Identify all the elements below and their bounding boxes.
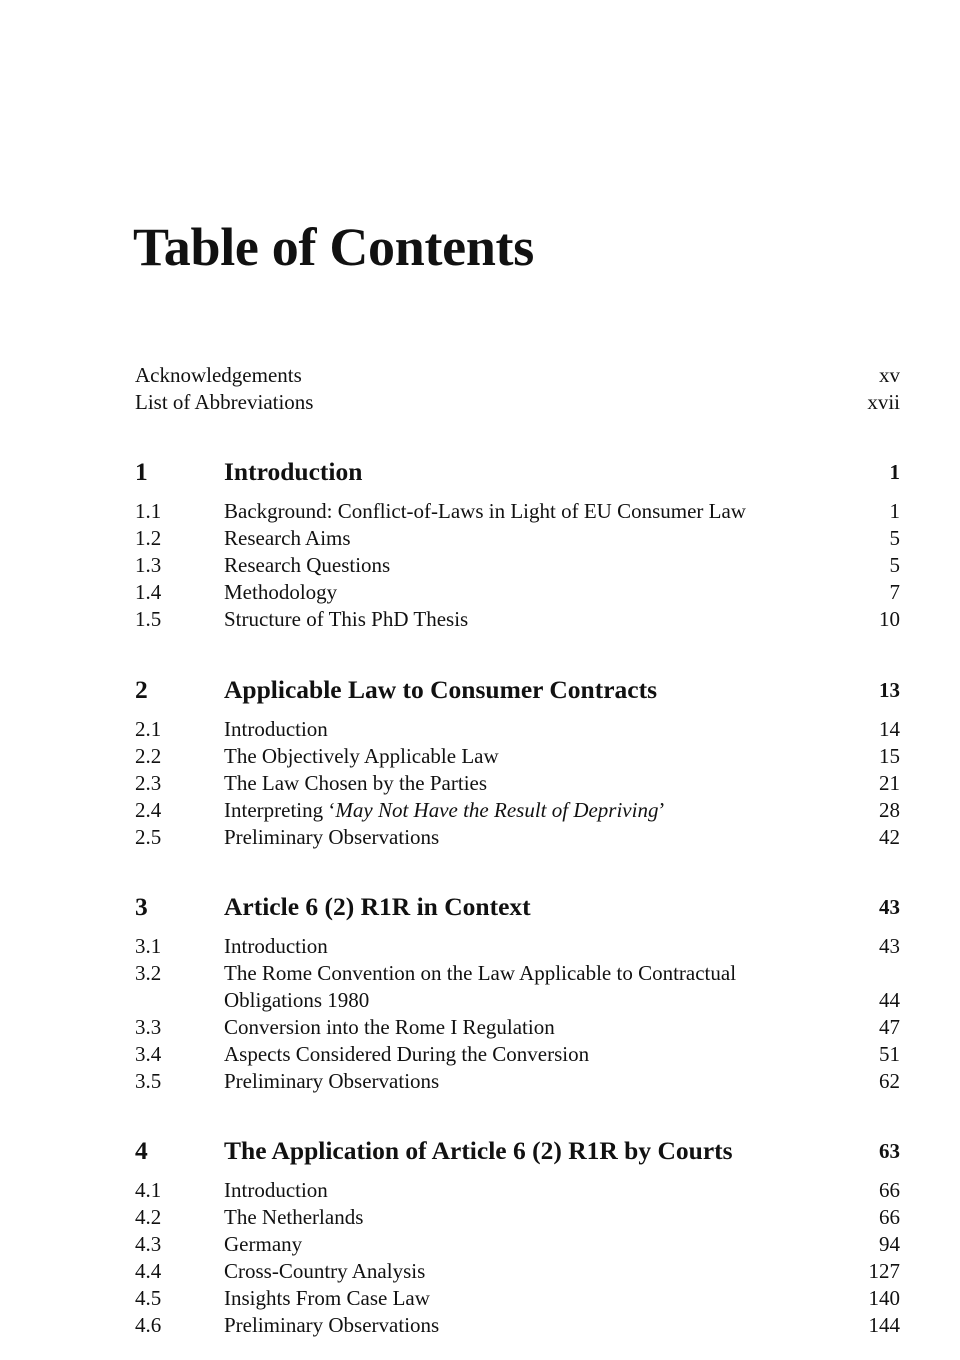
section-page: 28 [879, 798, 900, 822]
section-title: Background: Conflict-of-Laws in Light of EU Consumer Law [224, 499, 746, 523]
toc-entry-list-of-abbreviations[interactable] [135, 389, 900, 416]
section-page: 5 [889, 553, 900, 577]
entry-label: List of Abbreviations [135, 390, 314, 414]
section-page: 14 [879, 717, 900, 741]
section-page: 66 [879, 1178, 900, 1202]
section-title-suffix: ’ [658, 798, 666, 822]
chapter-page: 43 [879, 895, 900, 919]
section-number: 4.6 [135, 1313, 162, 1337]
section-number: 2.1 [135, 717, 162, 741]
toc-section-4-4[interactable] [135, 1258, 900, 1285]
chapter-number: 4 [135, 1136, 148, 1165]
section-number: 1.1 [135, 499, 162, 523]
chapter-number: 2 [135, 675, 148, 704]
section-number: 4.4 [135, 1259, 162, 1283]
section-page: 7 [889, 580, 900, 604]
toc-section-4-1[interactable] [135, 1177, 900, 1204]
toc-chapter-1[interactable] [135, 456, 900, 488]
section-number: 4.5 [135, 1286, 162, 1310]
section-number: 3.2 [135, 961, 162, 985]
section-title [224, 797, 665, 824]
section-number: 4.1 [135, 1178, 162, 1202]
toc-section-1-1[interactable] [135, 498, 900, 525]
section-title: Methodology [224, 580, 338, 604]
toc-section-4-5[interactable] [135, 1285, 900, 1312]
section-number: 1.5 [135, 607, 162, 631]
section-page: 44 [879, 988, 900, 1012]
section-title: Preliminary Observations [224, 1313, 440, 1337]
section-title: The Netherlands [224, 1205, 364, 1229]
section-page: 43 [879, 934, 900, 958]
section-number: 1.2 [135, 526, 162, 550]
section-page: 140 [868, 1286, 900, 1310]
section-title: Aspects Considered During the Conversion [224, 1042, 590, 1066]
section-title: Cross-Country Analysis [224, 1259, 426, 1283]
section-title: Introduction [224, 934, 328, 958]
toc-chapter-4[interactable] [135, 1135, 900, 1167]
section-page: 42 [879, 825, 900, 849]
section-title: Introduction [224, 1178, 328, 1202]
toc-section-3-3[interactable] [135, 1014, 900, 1041]
toc-section-2-2[interactable] [135, 743, 900, 770]
section-title-prefix: Interpreting ‘ [224, 798, 336, 822]
section-page: 51 [879, 1042, 900, 1066]
section-title: Conversion into the Rome I Regulation [224, 1015, 555, 1039]
toc-section-3-1[interactable] [135, 933, 900, 960]
section-number: 3.4 [135, 1042, 162, 1066]
section-title: Germany [224, 1232, 303, 1256]
section-page: 144 [868, 1313, 900, 1337]
section-number: 2.3 [135, 771, 162, 795]
chapter-title: Introduction [224, 457, 363, 486]
toc-section-3-4[interactable] [135, 1041, 900, 1068]
toc-section-2-4[interactable] [135, 797, 900, 824]
section-page: 127 [868, 1259, 900, 1283]
section-page: 5 [889, 526, 900, 550]
section-title-line1: The Rome Convention on the Law Applicable to Contractual [224, 961, 737, 985]
chapter-page: 63 [879, 1139, 900, 1163]
section-page: 62 [879, 1069, 900, 1093]
section-number: 2.2 [135, 744, 162, 768]
chapter-number: 1 [135, 457, 148, 486]
entry-page: xv [879, 363, 900, 387]
section-number: 4.2 [135, 1205, 162, 1229]
section-title: Structure of This PhD Thesis [224, 607, 469, 631]
entry-label: Acknowledgements [135, 363, 302, 387]
toc-section-1-2[interactable] [135, 525, 900, 552]
section-number: 3.5 [135, 1069, 162, 1093]
toc-section-3-2[interactable] [135, 960, 900, 1014]
section-number: 3.1 [135, 934, 162, 958]
section-page: 94 [879, 1232, 900, 1256]
toc-section-2-3[interactable] [135, 770, 900, 797]
chapter-title: The Application of Article 6 (2) R1R by Courts [224, 1136, 733, 1165]
section-title-italic: May Not Have the Result of Depriving [335, 798, 659, 822]
toc-section-4-6[interactable] [135, 1312, 900, 1339]
section-number: 2.4 [135, 798, 162, 822]
section-page: 66 [879, 1205, 900, 1229]
toc-chapter-2[interactable] [135, 674, 900, 706]
toc-chapter-3[interactable] [135, 891, 900, 923]
section-title: Preliminary Observations [224, 1069, 440, 1093]
section-number: 1.4 [135, 580, 162, 604]
toc-section-1-4[interactable] [135, 579, 900, 606]
section-title: The Law Chosen by the Parties [224, 771, 488, 795]
toc-section-4-3[interactable] [135, 1231, 900, 1258]
section-title: Introduction [224, 717, 328, 741]
section-page: 1 [889, 499, 900, 523]
toc-section-3-5[interactable] [135, 1068, 900, 1095]
chapter-title: Applicable Law to Consumer Contracts [224, 675, 658, 704]
section-title: The Objectively Applicable Law [224, 744, 499, 768]
section-page: 47 [879, 1015, 900, 1039]
toc-section-1-5[interactable] [135, 606, 900, 633]
toc-entry-acknowledgements[interactable] [135, 362, 900, 389]
chapter-title: Article 6 (2) R1R in Context [224, 892, 531, 921]
section-page: 10 [879, 607, 900, 631]
toc-section-4-2[interactable] [135, 1204, 900, 1231]
section-number: 4.3 [135, 1232, 162, 1256]
chapter-page: 1 [889, 460, 900, 484]
section-title: Preliminary Observations [224, 825, 440, 849]
section-number: 2.5 [135, 825, 162, 849]
section-title: Research Questions [224, 553, 391, 577]
chapter-number: 3 [135, 892, 148, 921]
section-title: Research Aims [224, 526, 351, 550]
chapter-page: 13 [879, 678, 900, 702]
toc-section-1-3[interactable] [135, 552, 900, 579]
section-title: Insights From Case Law [224, 1286, 430, 1310]
entry-page: xvii [867, 390, 900, 414]
page-title: Table of Contents [133, 217, 534, 277]
section-number: 3.3 [135, 1015, 162, 1039]
toc-section-2-1[interactable] [135, 716, 900, 743]
section-title [224, 960, 736, 1014]
section-title-line2: Obligations 1980 [224, 988, 370, 1012]
section-page: 15 [879, 744, 900, 768]
toc-section-2-5[interactable] [135, 824, 900, 851]
section-number: 1.3 [135, 553, 162, 577]
section-page: 21 [879, 771, 900, 795]
